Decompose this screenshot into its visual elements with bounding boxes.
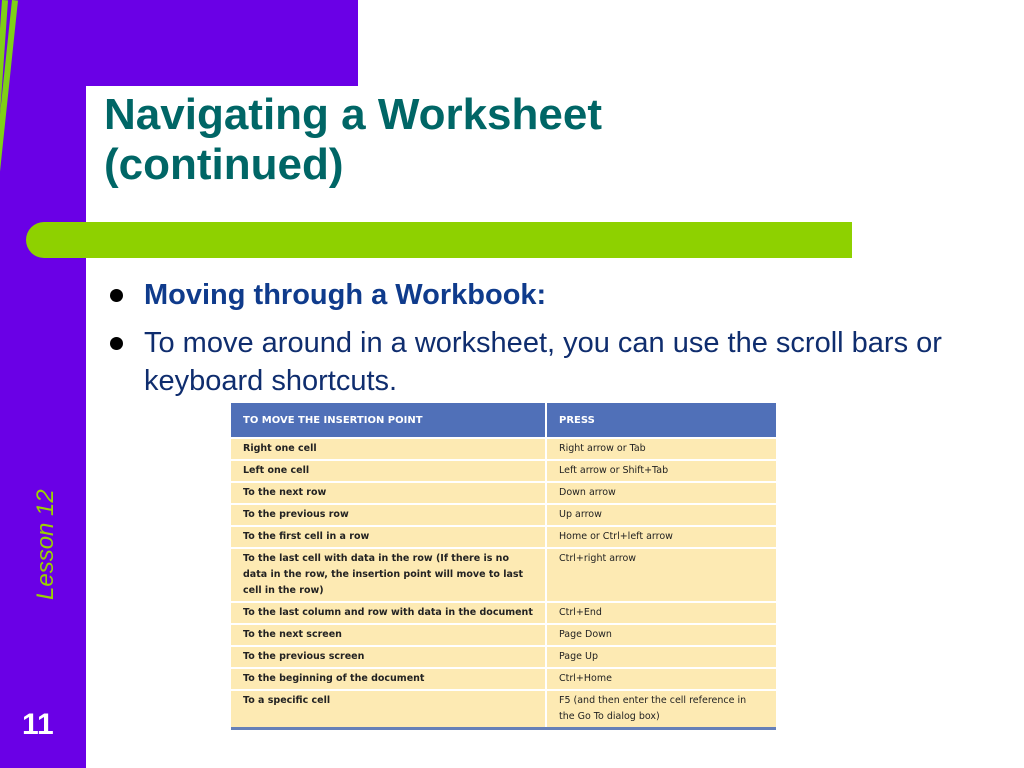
table-cell-press: F5 (and then enter the cell reference in the Go To dialog box)	[546, 690, 776, 729]
column-header-press: PRESS	[546, 403, 776, 438]
table-row	[231, 646, 776, 668]
bullet-text: Moving through a Workbook:	[144, 279, 547, 311]
slide-title-line1: Navigating a Worksheet	[104, 90, 602, 139]
table-header-row	[231, 403, 776, 438]
slide-title	[104, 90, 804, 190]
table-cell-action: Right one cell	[231, 438, 546, 460]
table-cell-press: Page Up	[546, 646, 776, 668]
table-row	[231, 548, 776, 602]
top-purple-band	[0, 0, 358, 86]
table-cell-press: Down arrow	[546, 482, 776, 504]
table-cell-press: Right arrow or Tab	[546, 438, 776, 460]
table-cell-action: To the next row	[231, 482, 546, 504]
table-cell-action: To the last column and row with data in the document	[231, 602, 546, 624]
table-row	[231, 482, 776, 504]
table-cell-press: Page Down	[546, 624, 776, 646]
shortcut-table	[231, 403, 776, 730]
table-cell-press: Ctrl+right arrow	[546, 548, 776, 602]
table-row	[231, 624, 776, 646]
table-row	[231, 438, 776, 460]
table-cell-press: Home or Ctrl+left arrow	[546, 526, 776, 548]
bullet-item	[106, 276, 1006, 314]
table-row	[231, 460, 776, 482]
table-row	[231, 690, 776, 729]
bullet-dot-icon	[110, 289, 123, 302]
bullet-item	[106, 324, 1006, 400]
table-cell-action: To a specific cell	[231, 690, 546, 729]
table-cell-action: To the first cell in a row	[231, 526, 546, 548]
table-cell-press: Ctrl+End	[546, 602, 776, 624]
column-header-action: TO MOVE THE INSERTION POINT	[231, 403, 546, 438]
table-row	[231, 504, 776, 526]
table-cell-press: Left arrow or Shift+Tab	[546, 460, 776, 482]
slide-number: 11	[22, 708, 54, 741]
bullet-text: To move around in a worksheet, you can use the scroll bars or keyboard shortcuts.	[144, 327, 942, 397]
table-body	[231, 438, 776, 729]
table-cell-action: Left one cell	[231, 460, 546, 482]
green-accent-bar	[26, 222, 852, 258]
lesson-side-label: Lesson 12	[32, 489, 59, 600]
table-cell-action: To the previous row	[231, 504, 546, 526]
table-cell-action: To the beginning of the document	[231, 668, 546, 690]
table-cell-press: Ctrl+Home	[546, 668, 776, 690]
table-row	[231, 602, 776, 624]
green-stripe-decoration	[0, 0, 22, 380]
bullet-dot-icon	[110, 337, 123, 350]
table-row	[231, 526, 776, 548]
bullet-list	[106, 276, 1006, 410]
table-row	[231, 668, 776, 690]
table-cell-action: To the last cell with data in the row (If there is no data in the row, the insertion point will move to last cell in the row)	[231, 548, 546, 602]
table-cell-action: To the next screen	[231, 624, 546, 646]
table-cell-action: To the previous screen	[231, 646, 546, 668]
table-cell-press: Up arrow	[546, 504, 776, 526]
slide-title-line2: (continued)	[104, 140, 344, 189]
